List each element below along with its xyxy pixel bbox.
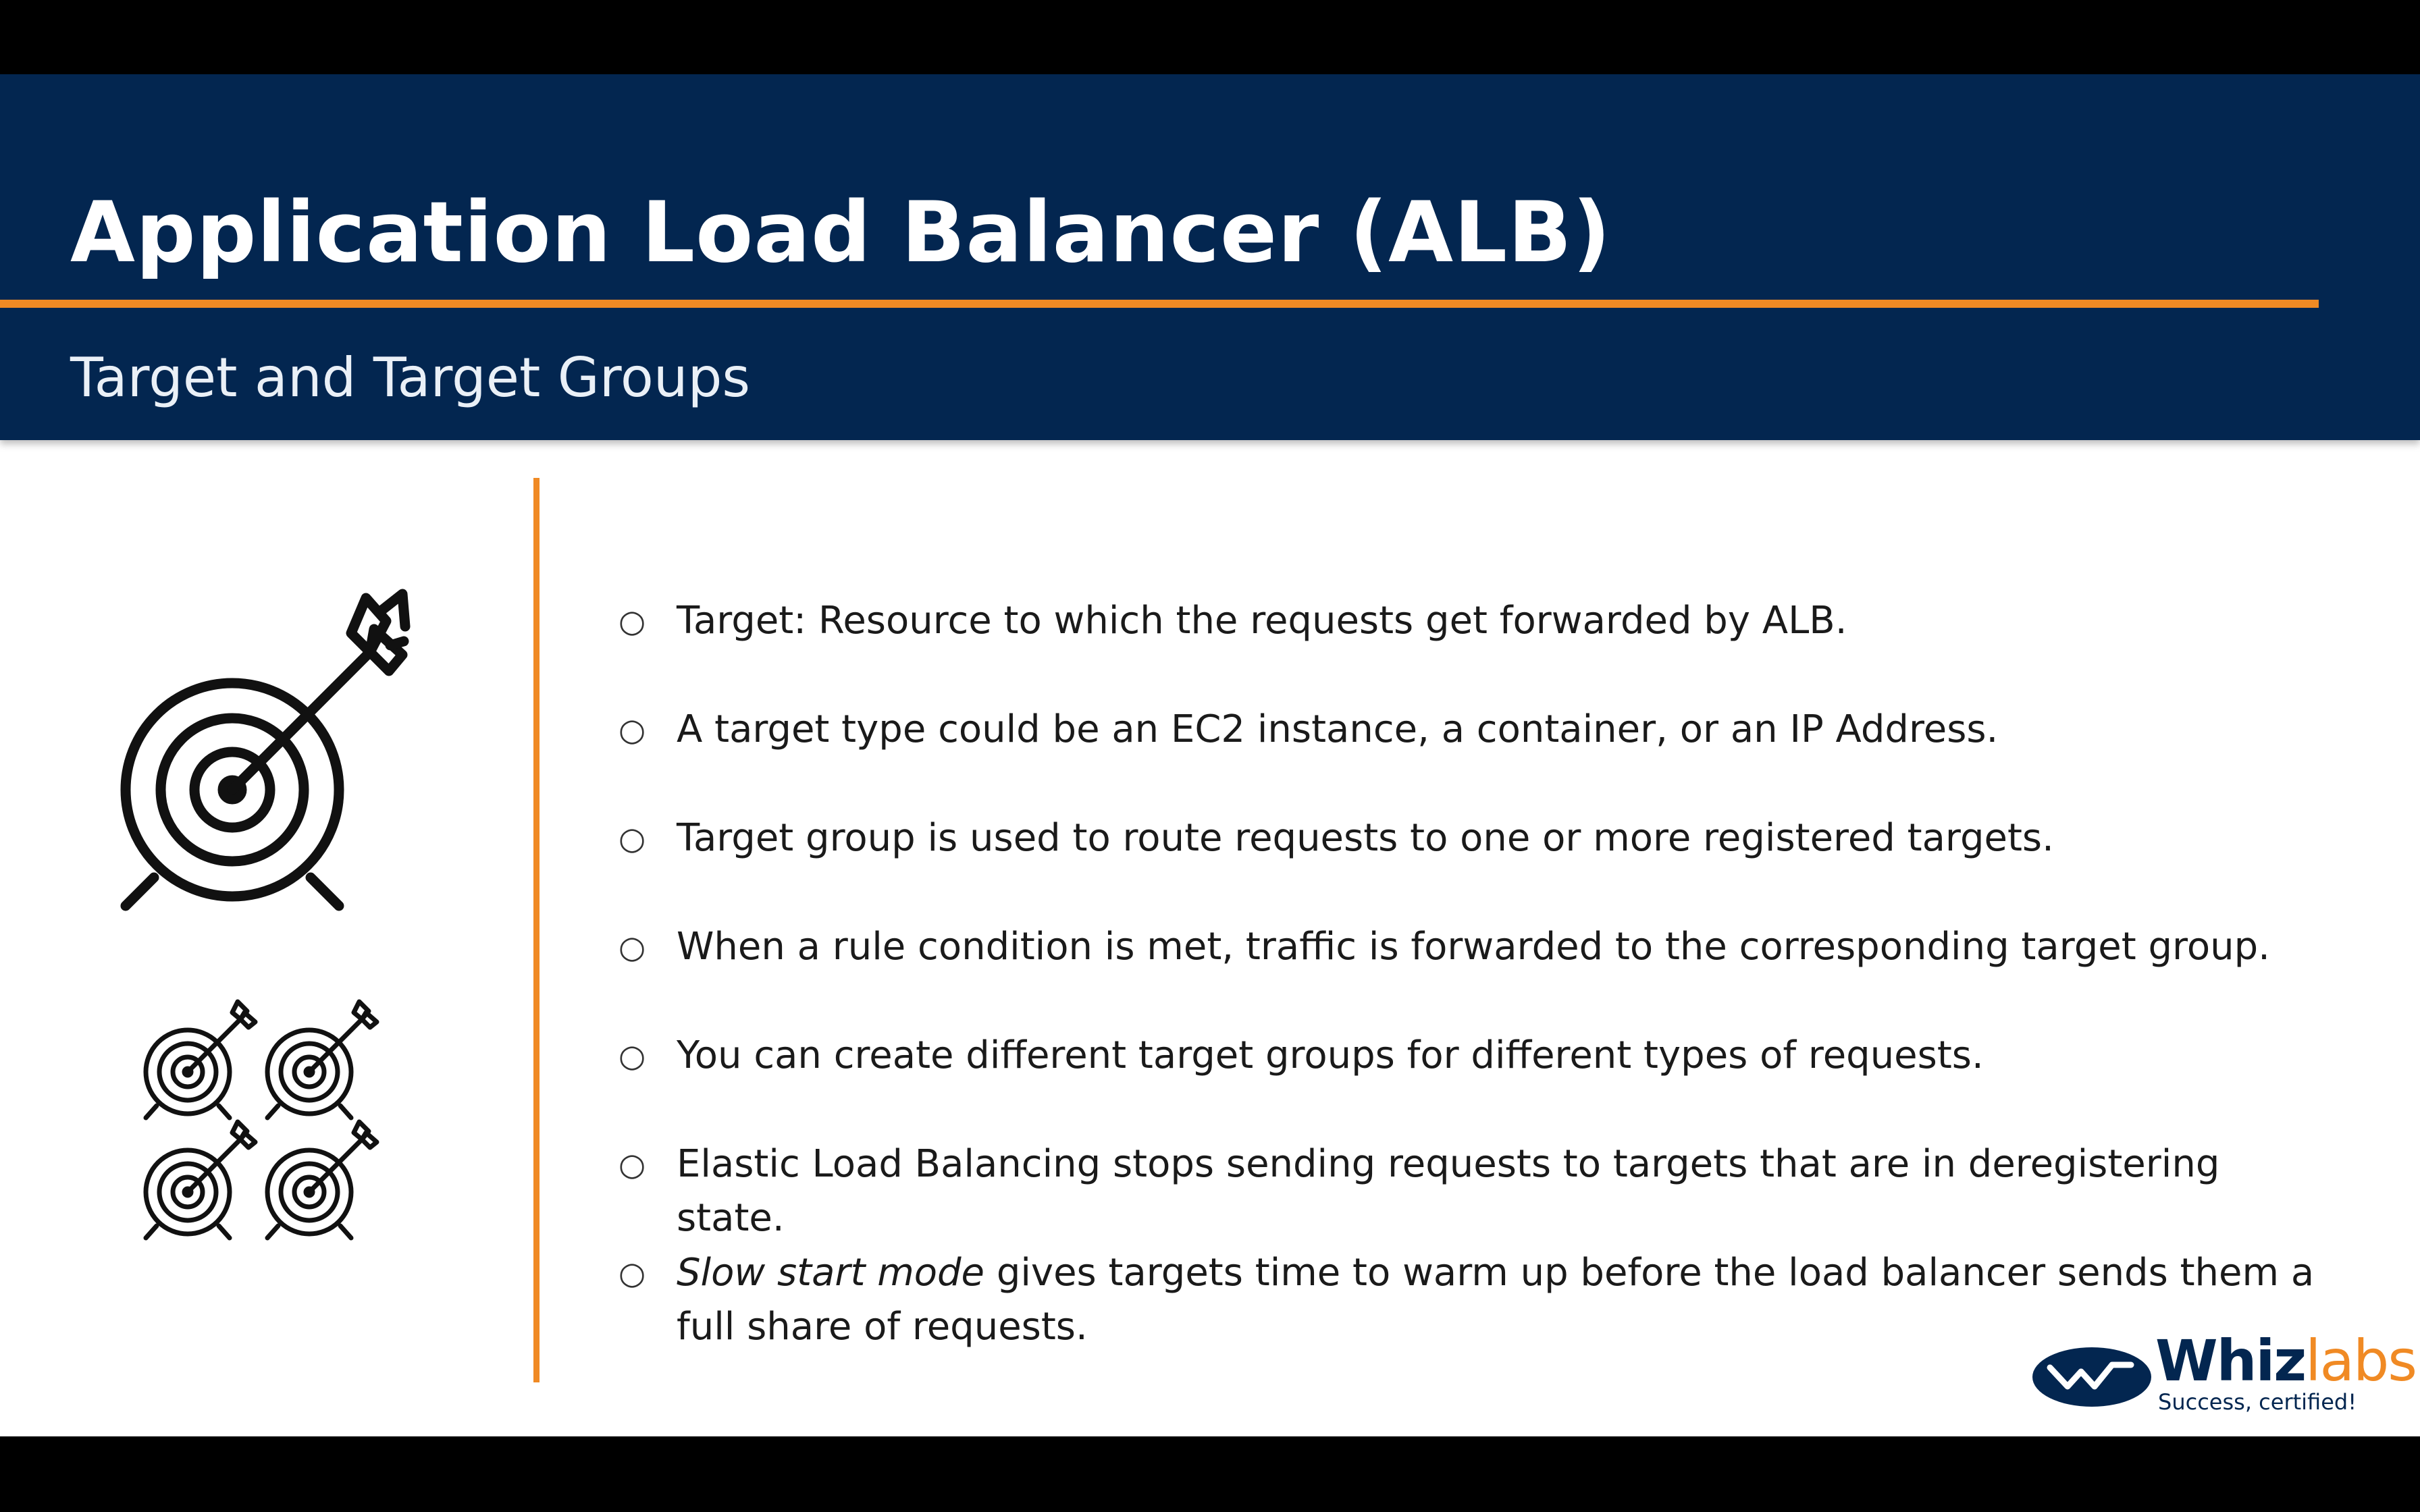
bullet-list bbox=[614, 594, 2336, 1381]
bullet-text: A target type could be an EC2 instance, a container, or an IP Address. bbox=[677, 707, 1999, 751]
slide-title: Application Load Balancer (ALB) bbox=[70, 184, 1612, 281]
bullet-marker-icon: ○ bbox=[619, 1037, 646, 1074]
title-underline bbox=[0, 300, 2319, 308]
bullet-text: You can create different target groups for different types of requests. bbox=[677, 1033, 1984, 1077]
bullet-marker-icon: ○ bbox=[619, 603, 646, 639]
slide-subtitle: Target and Target Groups bbox=[70, 346, 751, 409]
bullet-text: When a rule condition is met, traffic is forwarded to the corresponding target group. bbox=[677, 925, 2270, 969]
bullet-marker-icon: ○ bbox=[619, 1146, 646, 1183]
whizlabs-logo bbox=[2030, 1328, 2417, 1419]
list-item bbox=[614, 594, 2336, 703]
bullet-text: Elastic Load Balancing stops sending requests to targets that are in deregistering state. bbox=[677, 1142, 2220, 1240]
list-item bbox=[614, 703, 2336, 811]
bullet-marker-icon: ○ bbox=[619, 820, 646, 857]
list-item bbox=[614, 1137, 2336, 1246]
list-item bbox=[614, 1029, 2336, 1137]
logo-word-secondary: labs bbox=[2305, 1328, 2417, 1394]
logo-wordmark bbox=[2155, 1327, 2416, 1395]
list-item bbox=[614, 811, 2336, 920]
bullet-text: Target group is used to route requests to one or more registered targets. bbox=[677, 816, 2054, 860]
target-icon bbox=[113, 547, 411, 911]
bullet-emphasis: Slow start mode bbox=[677, 1251, 985, 1295]
target-groups-icon bbox=[135, 992, 392, 1249]
list-item bbox=[614, 920, 2336, 1029]
vertical-divider bbox=[533, 478, 540, 1382]
bullet-marker-icon: ○ bbox=[619, 929, 646, 965]
logo-mark-icon bbox=[2030, 1345, 2158, 1409]
bullet-marker-icon: ○ bbox=[619, 711, 646, 748]
bullet-text: gives targets time to warm up before the load balancer sends them a full share of requests. bbox=[677, 1251, 2315, 1349]
logo-word-primary: Whiz bbox=[2155, 1328, 2306, 1394]
slide-header bbox=[0, 74, 2420, 440]
logo-tagline: Success, certified! bbox=[2158, 1389, 2357, 1415]
bullet-marker-icon: ○ bbox=[619, 1255, 646, 1291]
slide bbox=[0, 74, 2420, 1436]
bullet-text: Target: Resource to which the requests get forwarded by ALB. bbox=[677, 599, 1847, 643]
